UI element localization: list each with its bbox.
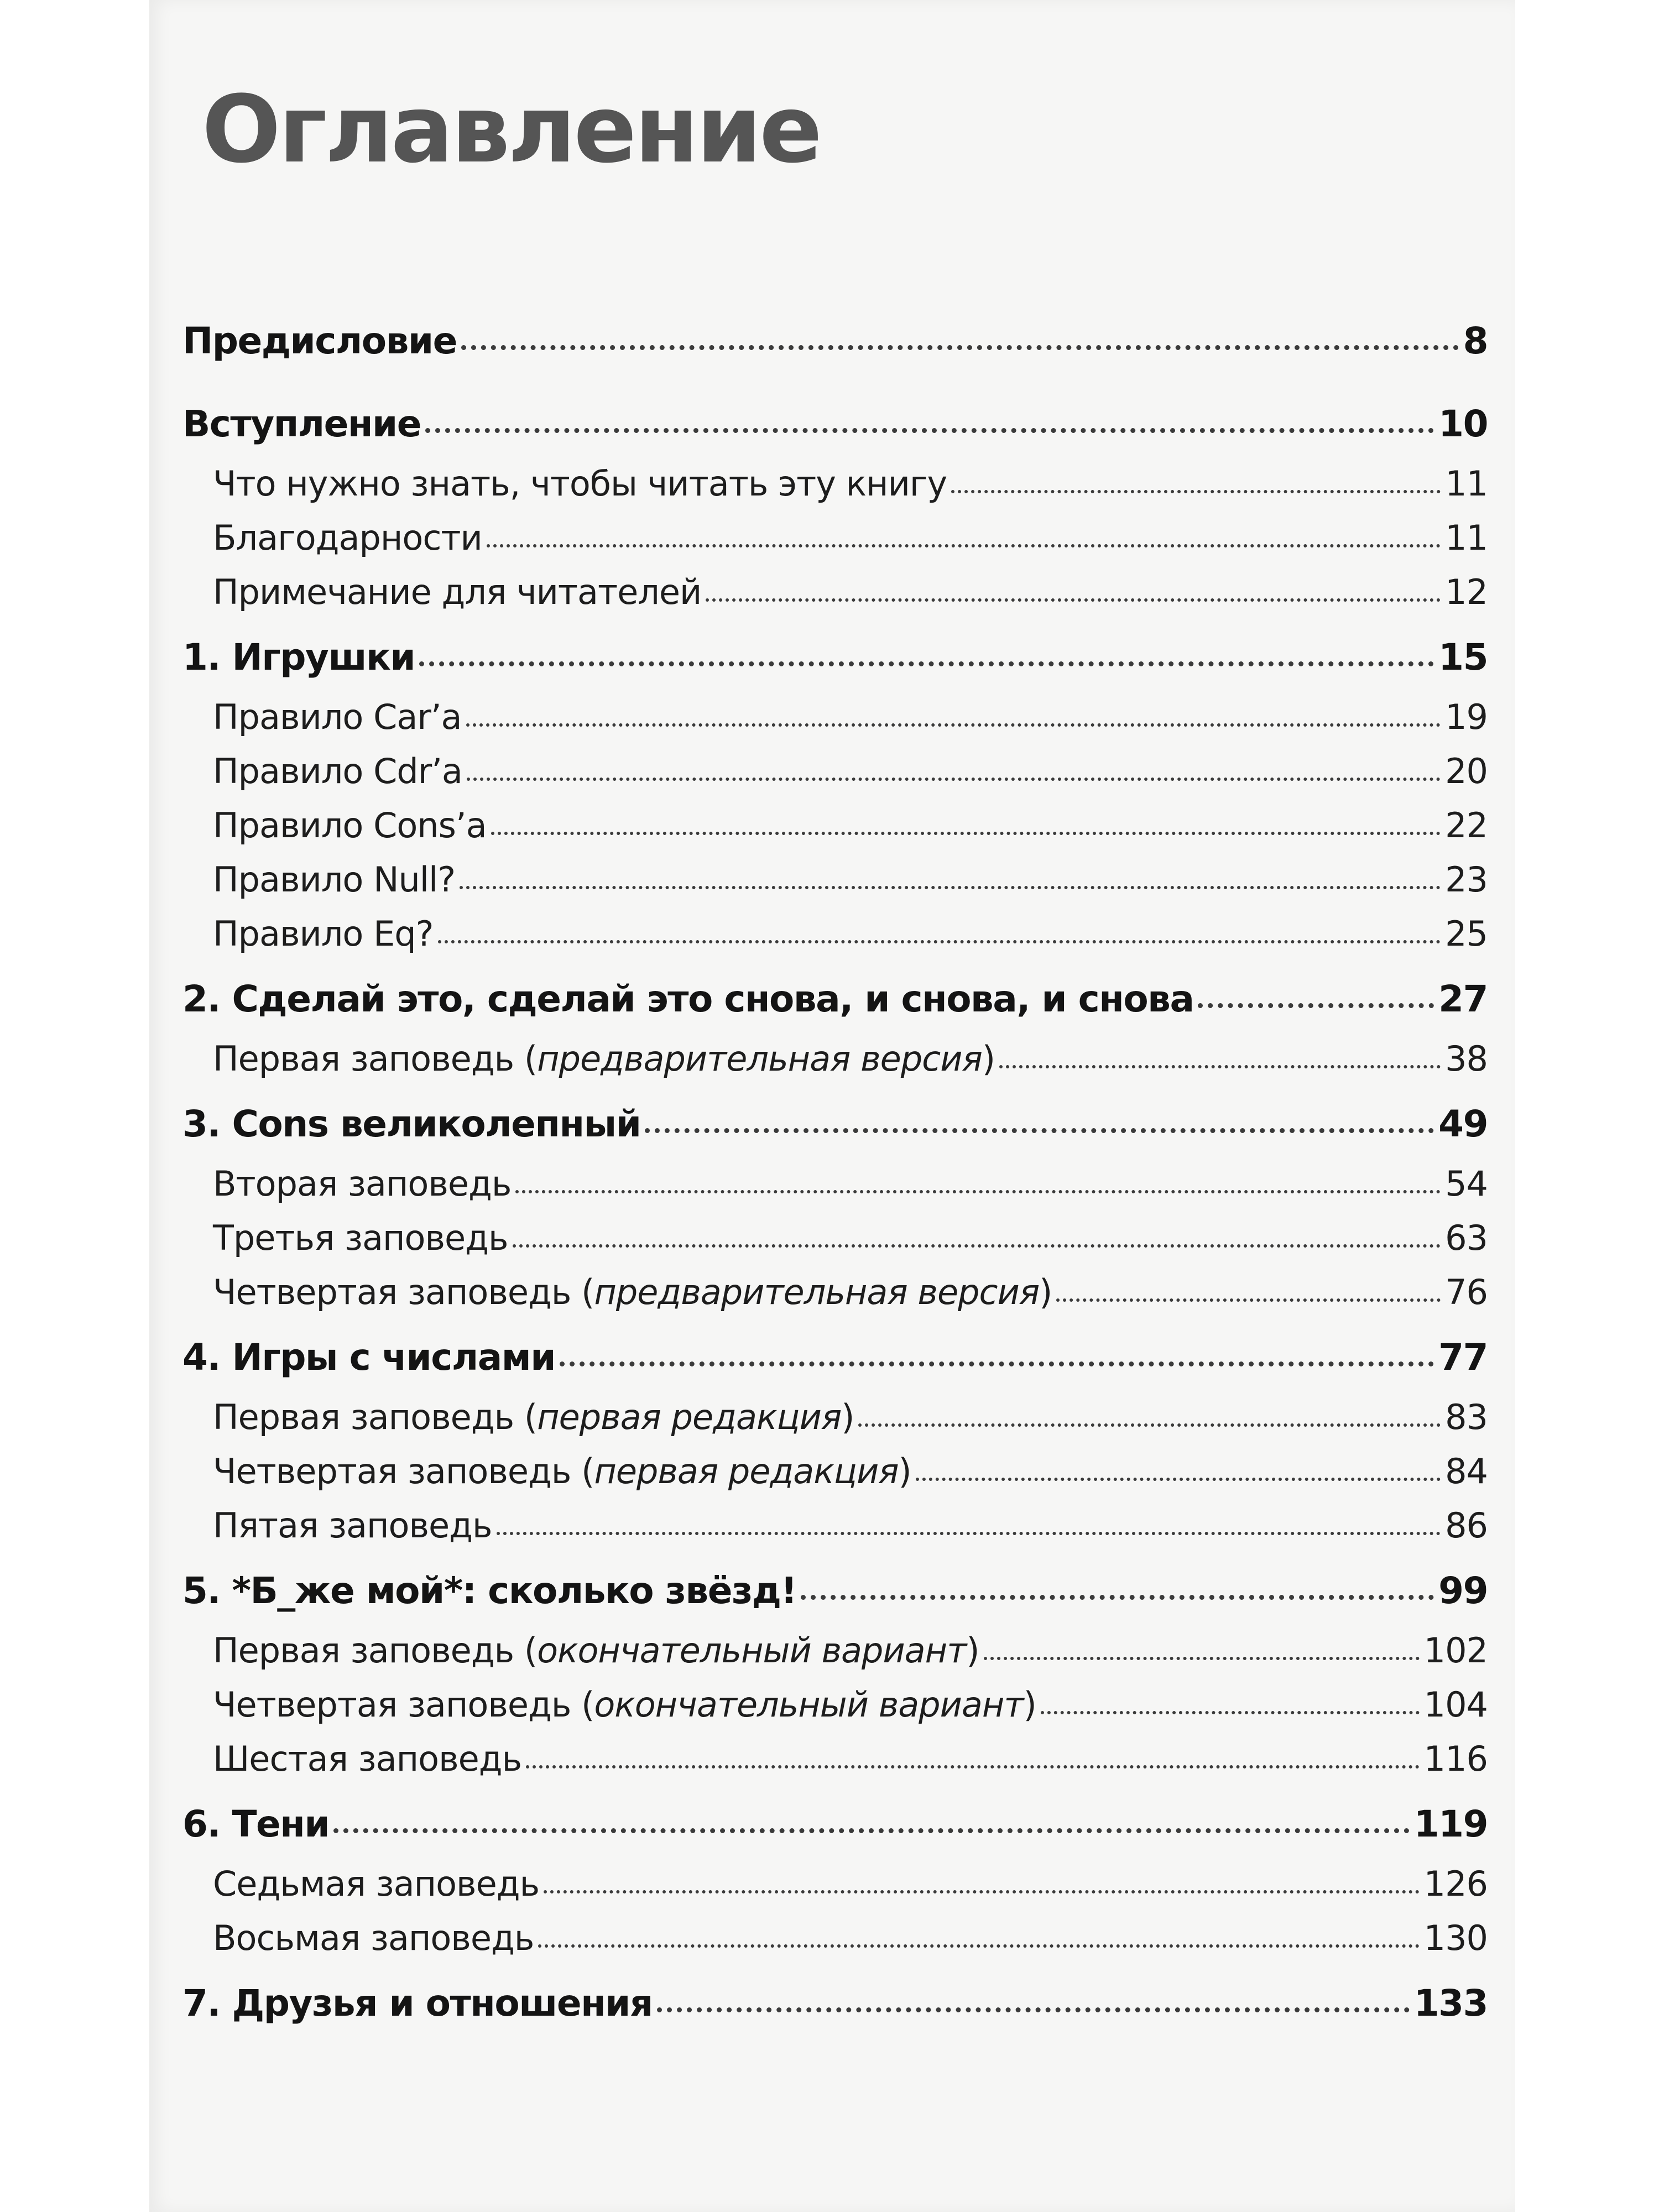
dot-leader [461,345,1459,350]
toc-page-number: 23 [1445,859,1488,900]
dot-leader [1198,1003,1434,1008]
dot-leader [801,1595,1434,1600]
toc-section [182,1684,1488,1739]
toc-page-number: 20 [1445,751,1488,791]
toc-page-number: 63 [1445,1218,1488,1258]
toc-chapter-7 [182,1972,1488,2043]
toc-section-label: Примечание для читателей [213,572,702,612]
toc-page-number: 130 [1423,1918,1488,1958]
toc-chapter-3 [182,1093,1488,1164]
toc-page-number: 99 [1438,1569,1488,1612]
dot-leader [1056,1298,1441,1302]
toc-page-number: 54 [1445,1164,1488,1204]
toc-section [182,805,1488,859]
toc-chapter-label: 3. Cons великолепный [182,1103,641,1145]
toc-section [182,1918,1488,1972]
toc-page-number: 15 [1438,636,1488,679]
toc-section [182,1739,1488,1793]
dot-leader [526,1765,1419,1768]
dot-leader [999,1065,1441,1068]
dot-leader [467,778,1441,781]
toc-section-label: Правило Null? [213,859,456,900]
toc-chapter-label: 5. *Б_же мой*: сколько звёзд! [182,1569,797,1612]
toc-section-label: Правило Cdr’a [213,751,462,791]
toc-section [182,1630,1488,1684]
dot-leader [951,490,1441,493]
dot-leader [984,1657,1420,1660]
toc-page-number: 102 [1423,1630,1488,1671]
toc-section-label: Пятая заповедь [213,1505,492,1546]
dot-leader [544,1890,1420,1893]
dot-leader [513,1244,1441,1248]
toc-page-number: 12 [1445,572,1488,612]
toc-section [182,697,1488,751]
dot-leader [333,1828,1410,1833]
toc-section [182,518,1488,572]
toc-page-number: 83 [1445,1397,1488,1437]
toc-page-number: 116 [1423,1739,1488,1779]
toc-chapter-2 [182,968,1488,1039]
dot-leader [438,940,1441,943]
dot-leader [657,2007,1410,2012]
toc-chapter-label: 1. Игрушки [182,636,415,679]
toc-section-note: предварительная версия [594,1272,1040,1312]
dot-leader [515,1190,1441,1193]
toc-section-label: Восьмая заповедь [213,1918,534,1958]
toc-page-number: 86 [1445,1505,1488,1546]
dot-leader [645,1128,1434,1133]
dot-leader [538,1944,1419,1948]
toc-chapter-label: Предисловие [182,320,457,362]
dot-leader [491,832,1441,835]
dot-leader [466,723,1441,727]
toc-page-number: 77 [1438,1336,1488,1379]
dot-leader [487,544,1441,547]
toc-chapter-6 [182,1793,1488,1864]
toc-chapter-1 [182,626,1488,697]
toc-section-label: Первая заповедь (предварительная версия) [213,1039,995,1079]
toc-section-label: Шестая заповедь [213,1739,522,1779]
toc-section-note: предварительная версия [537,1039,982,1079]
toc-section-label: Первая заповедь (первая редакция) [213,1397,854,1437]
toc-page-number: 76 [1445,1272,1488,1312]
toc-section-label: Седьмая заповедь [213,1864,540,1904]
toc-section-note: окончательный вариант [594,1684,1024,1725]
toc-page-number: 133 [1413,1982,1488,2025]
toc-section [182,1272,1488,1326]
toc-chapter-label: Вступление [182,403,421,445]
toc-section-label: Правило Eq? [213,914,434,954]
dot-leader [560,1361,1434,1366]
toc-page-number: 11 [1445,463,1488,504]
toc-section [182,1218,1488,1272]
toc-section-note: окончательный вариант [537,1630,967,1671]
toc-section [182,1039,1488,1093]
toc-page-number: 10 [1438,403,1488,445]
toc-section-note: первая редакция [594,1451,899,1491]
toc-section-label: Правило Cons’a [213,805,487,846]
dot-leader [460,886,1441,889]
toc-section-label: Вторая заповедь [213,1164,512,1204]
toc-page-number: 49 [1438,1103,1488,1145]
toc-chapter-label: 6. Тени [182,1803,330,1845]
toc-section [182,1451,1488,1505]
toc-chapter-label: 2. Сделай это, сделай это снова, и снова, и снова [182,978,1194,1020]
toc-section-label: Благодарности [213,518,482,558]
table-of-contents [182,310,1488,2043]
toc-page-number: 104 [1423,1684,1488,1725]
dot-leader [425,428,1434,433]
toc-section [182,751,1488,805]
toc-page-number: 27 [1438,978,1488,1020]
toc-page-number: 19 [1445,697,1488,737]
toc-chapter-label: 7. Друзья и отношения [182,1982,653,2025]
toc-section-note: первая редакция [537,1397,842,1437]
page-title: Оглавление [202,75,821,184]
toc-chapter-label: 4. Игры с числами [182,1336,555,1379]
toc-section-label: Четвертая заповедь (окончательный вариант) [213,1684,1036,1725]
toc-section-label: Что нужно знать, чтобы читать эту книгу [213,463,947,504]
toc-section [182,463,1488,518]
toc-page-number: 126 [1423,1864,1488,1904]
dot-leader [1041,1711,1420,1714]
toc-page-number: 38 [1445,1039,1488,1079]
toc-page-number: 8 [1463,320,1488,362]
toc-chapter-4 [182,1326,1488,1397]
toc-section [182,1397,1488,1451]
toc-section [182,1864,1488,1918]
toc-section-label: Четвертая заповедь (первая редакция) [213,1451,911,1491]
toc-page-number: 25 [1445,914,1488,954]
toc-section [182,572,1488,626]
dot-leader [916,1478,1441,1481]
dot-leader [858,1423,1441,1427]
toc-chapter-preface [182,310,1488,380]
toc-page-number: 22 [1445,805,1488,846]
toc-section [182,914,1488,968]
toc-chapter-intro [182,393,1488,463]
toc-page-number: 119 [1413,1803,1488,1845]
toc-section-label: Первая заповедь (окончательный вариант) [213,1630,979,1671]
dot-leader [706,598,1441,602]
toc-chapter-5 [182,1559,1488,1630]
toc-section-label: Правило Car’a [213,697,462,737]
toc-section-label: Четвертая заповедь (предварительная версия) [213,1272,1052,1312]
toc-page-number: 11 [1445,518,1488,558]
toc-section [182,1164,1488,1218]
dot-leader [419,661,1434,666]
toc-section-label: Третья заповедь [213,1218,508,1258]
toc-page-number: 84 [1445,1451,1488,1491]
toc-section [182,859,1488,914]
toc-section [182,1505,1488,1559]
dot-leader [497,1532,1441,1535]
